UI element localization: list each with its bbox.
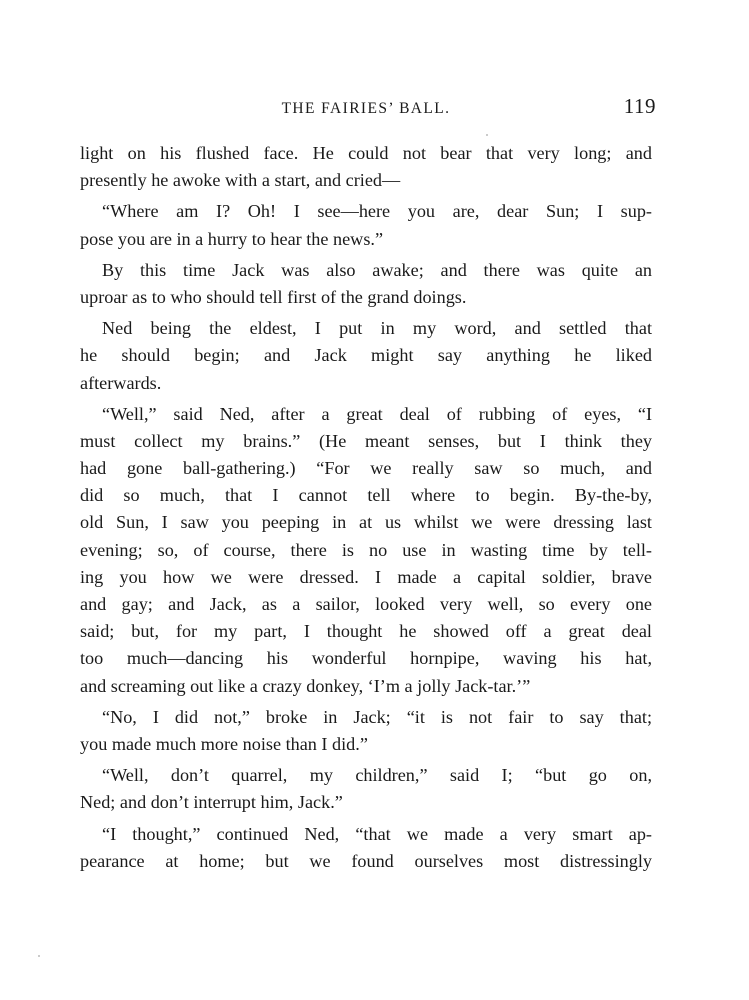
text-line: “Well, don’t quarrel, my children,” said I; “but go on, (102, 765, 652, 786)
text-line: presently he awoke with a start, and cried— (80, 170, 401, 191)
text-line: Ned; and don’t interrupt him, Jack.” (80, 792, 343, 813)
text-line: pearance at home; but we found ourselves most distressingly (80, 850, 652, 871)
page-header (80, 92, 656, 122)
paragraph (80, 315, 652, 397)
text-line: and screaming out like a crazy donkey, ‘I’m a jolly Jack-tar.’” (80, 675, 531, 696)
text-line: Ned being the eldest, I put in my word, and settled that (102, 318, 652, 339)
text-line: “Where am I? Oh! I see—here you are, dear Sun; I sup- (102, 201, 652, 222)
paragraph (80, 821, 652, 875)
paper-speck (38, 955, 40, 957)
text-line: light on his flushed face. He could not bear that very long; and (80, 143, 652, 163)
text-line: you made much more noise than I did.” (80, 733, 368, 754)
text-line: afterwards. (80, 372, 162, 393)
text-line: “Well,” said Ned, after a great deal of rubbing of eyes, “I (102, 403, 652, 424)
paragraph (80, 401, 652, 700)
paragraph (80, 257, 652, 311)
text-line: “No, I did not,” broke in Jack; “it is not fair to say that; (102, 706, 652, 727)
text-line: must collect my brains.” (He meant senses, but I think they (80, 430, 652, 451)
paper-speck (486, 134, 488, 136)
text-line: evening; so, of course, there is no use in wasting time by tell- (80, 539, 652, 560)
paragraph (80, 762, 652, 816)
paragraph (80, 704, 652, 758)
paragraph (80, 198, 652, 252)
text-line: too much—dancing his wonderful hornpipe, waving his hat, (80, 648, 652, 669)
paragraph (80, 140, 652, 194)
text-line: “I thought,” continued Ned, “that we made a very smart ap- (102, 823, 652, 844)
text-line: uproar as to who should tell first of the grand doings. (80, 286, 467, 307)
text-line: he should begin; and Jack might say anything he liked (80, 345, 652, 366)
text-line: By this time Jack was also awake; and there was quite an (102, 259, 652, 280)
body-text (80, 140, 652, 875)
text-line: pose you are in a hurry to hear the news.” (80, 228, 384, 249)
text-line: said; but, for my part, I thought he showed off a great deal (80, 621, 652, 642)
text-line: ing you how we were dressed. I made a capital soldier, brave (80, 566, 652, 587)
text-line: and gay; and Jack, as a sailor, looked very well, so every one (80, 594, 652, 614)
text-line: old Sun, I saw you peeping in at us whilst we were dressing last (80, 512, 652, 533)
running-title: THE FAIRIES’ BALL. (281, 100, 451, 117)
text-line: had gone ball-gathering.) “For we really saw so much, and (80, 458, 652, 479)
page-number: 119 (623, 94, 656, 118)
text-line: did so much, that I cannot tell where to begin. By-the-by, (80, 485, 652, 506)
